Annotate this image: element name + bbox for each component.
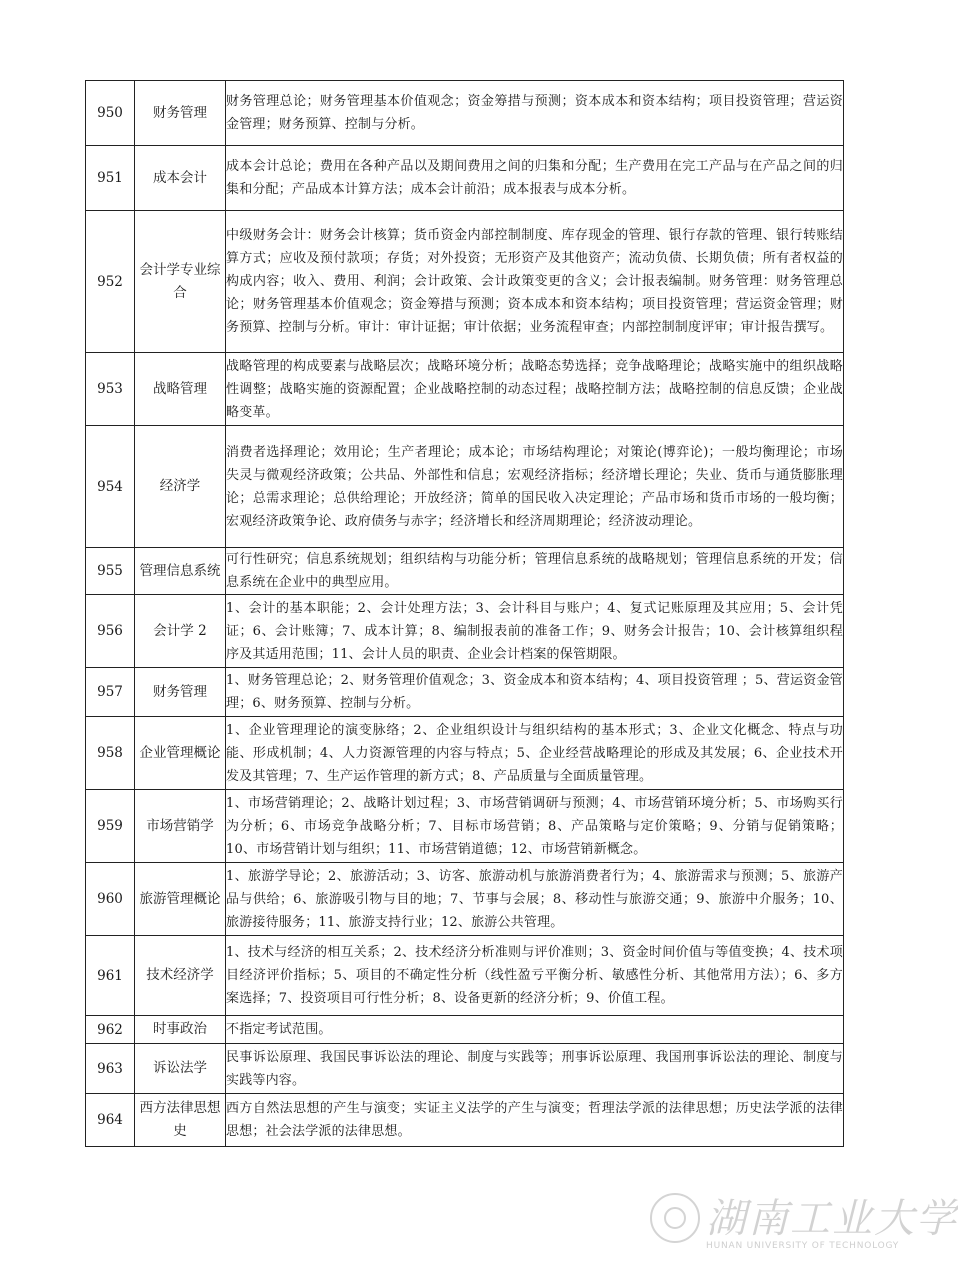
table-row [86, 717, 844, 790]
subject-code: 950 [86, 81, 135, 146]
table-row [86, 81, 844, 146]
subject-code: 956 [86, 595, 135, 668]
subject-code: 957 [86, 668, 135, 717]
subject-name: 市场营销学 [135, 790, 226, 863]
subject-scope: 1、技术与经济的相互关系；2、技术经济分析准则与评价准则；3、资金时间价值与等值变换；4、技术项目经济评价指标；5、项目的不确定性分析（线性盈亏平衡分析、敏感性分析、其他常用方法）；6、多方案选择；7、投资项目可行性分析；8、设备更新的经济分析；9、价值工程。 [226, 936, 844, 1016]
subject-scope: 不指定考试范围。 [226, 1016, 844, 1044]
subject-name: 财务管理 [135, 668, 226, 717]
subject-code: 953 [86, 353, 135, 426]
subject-scope: 财务管理总论；财务管理基本价值观念；资金筹措与预测；资本成本和资本结构；项目投资管理；营运资金管理；财务预算、控制与分析。 [226, 81, 844, 146]
subject-name: 会计学专业综合 [135, 211, 226, 353]
table-row [86, 353, 844, 426]
subject-name: 时事政治 [135, 1016, 226, 1044]
subject-scope: 1、市场营销理论；2、战略计划过程；3、市场营销调研与预测；4、市场营销环境分析；5、市场购买行为分析；6、市场竞争战略分析；7、目标市场营销；8、产品策略与定价策略；9、分销与促销策略；10、市场营销计划与组织；11、市场营销道德；12、市场营销新概念。 [226, 790, 844, 863]
subject-scope: 可行性研究；信息系统规划；组织结构与功能分析；管理信息系统的战略规划；管理信息系统的开发；信息系统在企业中的典型应用。 [226, 548, 844, 595]
table-row [86, 426, 844, 548]
subject-name: 管理信息系统 [135, 548, 226, 595]
subject-scope: 西方自然法思想的产生与演变；实证主义法学的产生与演变；哲理法学派的法律思想；历史法学派的法律思想；社会法学派的法律思想。 [226, 1094, 844, 1147]
table-row [86, 936, 844, 1016]
subject-name: 旅游管理概论 [135, 863, 226, 936]
watermark-logo-text: 湖南工业大学 [706, 1196, 958, 1242]
subject-name: 会计学 2 [135, 595, 226, 668]
subject-code: 964 [86, 1094, 135, 1147]
subject-name: 财务管理 [135, 81, 226, 146]
university-logo-watermark [640, 1185, 958, 1265]
syllabus-table [85, 80, 844, 1147]
subject-code: 963 [86, 1044, 135, 1094]
table-row [86, 1094, 844, 1147]
subject-scope: 1、会计的基本职能；2、会计处理方法；3、会计科目与账户；4、复式记账原理及其应用；5、会计凭证；6、会计账簿；7、成本计算；8、编制报表前的准备工作；9、财务会计报告；10、会计核算组织程序及其适用范围；11、会计人员的职责、企业会计档案的保管期限。 [226, 595, 844, 668]
subject-name: 西方法律思想史 [135, 1094, 226, 1147]
subject-scope: 中级财务会计：财务会计核算；货币资金内部控制制度、库存现金的管理、银行存款的管理、银行转账结算方式；应收及预付款项；存货；对外投资；无形资产及其他资产；流动负债、长期负债；所有者权益的构成内容；收入、费用、利润；会计政策、会计政策变更的含义；会计报表编制。财务管理：财务管理总论；财务管理基本价值观念；资金筹措与预测；资本成本和资本结构；项目投资管理；营运资金管理；财务预算、控制与分析。审计：审计证据；审计依据；业务流程审查；内部控制制度评审；审计报告撰写。 [226, 211, 844, 353]
watermark-logo-subtitle: HUNAN UNIVERSITY OF TECHNOLOGY [706, 1241, 900, 1251]
subject-name: 诉讼法学 [135, 1044, 226, 1094]
subject-code: 954 [86, 426, 135, 548]
subject-code: 961 [86, 936, 135, 1016]
subject-code: 958 [86, 717, 135, 790]
table-row [86, 668, 844, 717]
subject-code: 952 [86, 211, 135, 353]
table-row [86, 595, 844, 668]
subject-name: 经济学 [135, 426, 226, 548]
table-row [86, 1044, 844, 1094]
table-row [86, 790, 844, 863]
subject-scope: 消费者选择理论；效用论；生产者理论；成本论；市场结构理论；对策论(博弈论)；一般均衡理论；市场失灵与微观经济政策；公共品、外部性和信息；宏观经济指标；经济增长理论；失业、货币与通货膨胀理论；总需求理论；总供给理论；开放经济；简单的国民收入决定理论；产品市场和货币市场的一般均衡；宏观经济政策争论、政府债务与赤字；经济增长和经济周期理论；经济波动理论。 [226, 426, 844, 548]
subject-name: 战略管理 [135, 353, 226, 426]
subject-scope: 1、旅游学导论；2、旅游活动；3、访客、旅游动机与旅游消费者行为；4、旅游需求与预测；5、旅游产品与供给；6、旅游吸引物与目的地；7、节事与会展；8、移动性与旅游交通；9、旅游中介服务；10、旅游接待服务；11、旅游支持行业；12、旅游公共管理。 [226, 863, 844, 936]
table-row [86, 863, 844, 936]
subject-scope: 民事诉讼原理、我国民事诉讼法的理论、制度与实践等；刑事诉讼原理、我国刑事诉讼法的理论、制度与实践等内容。 [226, 1044, 844, 1094]
table-row [86, 1016, 844, 1044]
subject-scope: 1、企业管理理论的演变脉络；2、企业组织设计与组织结构的基本形式；3、企业文化概念、特点与功能、形成机制；4、人力资源管理的内容与特点；5、企业经营战略理论的形成及其发展；6、企业技术开发及其管理；7、生产运作管理的新方式；8、产品质量与全面质量管理。 [226, 717, 844, 790]
subject-scope: 战略管理的构成要素与战略层次；战略环境分析；战略态势选择；竞争战略理论；战略实施中的组织战略性调整；战略实施的资源配置；企业战略控制的动态过程；战略控制方法；战略控制的信息反馈；企业战略变革。 [226, 353, 844, 426]
subject-scope: 成本会计总论；费用在各种产品以及期间费用之间的归集和分配；生产费用在完工产品与在产品之间的归集和分配；产品成本计算方法；成本会计前沿；成本报表与成本分析。 [226, 146, 844, 211]
subject-scope: 1、财务管理总论；2、财务管理价值观念；3、资金成本和资本结构；4、项目投资管理 ；5、营运资金管理；6、财务预算、控制与分析。 [226, 668, 844, 717]
subject-name: 成本会计 [135, 146, 226, 211]
subject-code: 951 [86, 146, 135, 211]
university-seal-icon [650, 1193, 700, 1243]
subject-code: 959 [86, 790, 135, 863]
subject-name: 技术经济学 [135, 936, 226, 1016]
table-row [86, 146, 844, 211]
subject-code: 962 [86, 1016, 135, 1044]
subject-name: 企业管理概论 [135, 717, 226, 790]
table-row [86, 548, 844, 595]
syllabus-table-body [86, 81, 844, 1147]
table-row [86, 211, 844, 353]
subject-code: 955 [86, 548, 135, 595]
subject-code: 960 [86, 863, 135, 936]
